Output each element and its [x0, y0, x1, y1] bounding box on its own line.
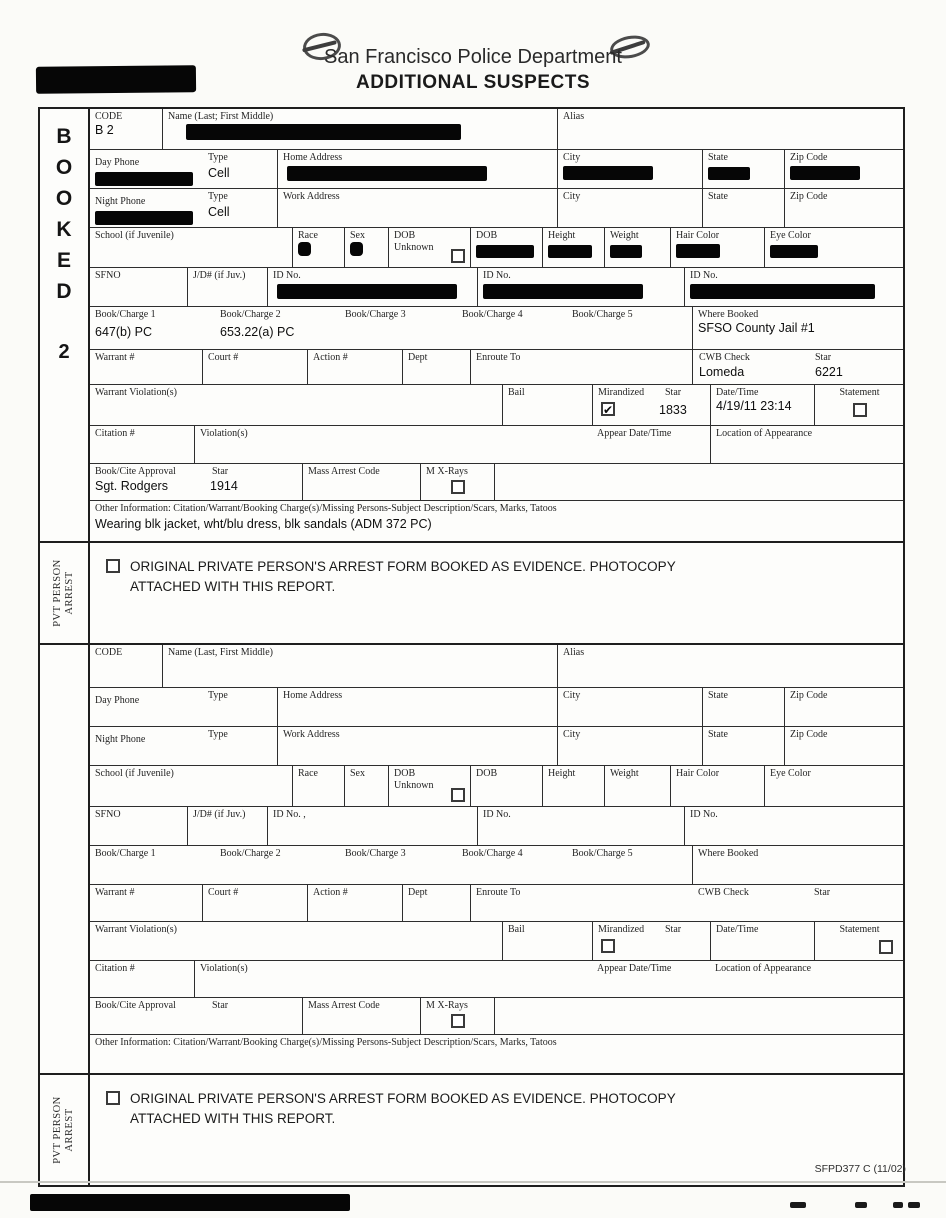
redaction-home-city: [563, 166, 653, 180]
field-book-charges-2: Book/Charge 1 Book/Charge 2 Book/Charge 3 Book/Charge 4 Book/Charge 5: [95, 848, 633, 859]
dob-unknown-checkbox: [451, 249, 465, 263]
field-statement-2: Statement: [814, 922, 903, 960]
redaction-name: [186, 124, 461, 140]
field-jd-juv: J/D# (if Juv.): [187, 268, 267, 306]
field-bail-2: Bail: [502, 922, 592, 960]
field-citation-no-2: Citation #: [95, 963, 135, 974]
field-enroute-to-2: Enroute To: [470, 885, 692, 921]
mirandized-checkbox: ✔: [603, 403, 614, 417]
booked-sidebar: [40, 109, 90, 541]
pvt-person-arrest-label: PVT PERSON ARREST: [52, 559, 75, 627]
day-phone-type-value: Cell: [208, 166, 230, 180]
field-violations-2: Violation(s): [194, 961, 592, 997]
pvt-person-arrest-body-2: [90, 1075, 903, 1185]
redaction-id-3: [690, 284, 875, 299]
dob-unknown-checkbox-2: [451, 788, 465, 802]
field-home-city: City: [557, 150, 702, 188]
pvt-person-arrest-body-1: [90, 543, 903, 643]
field-home-state-2: State: [702, 688, 784, 726]
field-appear-date-time: Appear Date/Time: [597, 428, 672, 439]
book-charge-2-value: 653.22(a) PC: [220, 325, 295, 339]
field-weight: Weight: [604, 228, 670, 267]
cwb-check-value: Lomeda: [699, 365, 745, 379]
field-dob: DOB: [470, 228, 542, 267]
field-home-state: State: [702, 150, 784, 188]
field-action-no-2: Action #: [307, 885, 402, 921]
field-work-state: State: [702, 189, 784, 227]
pvt-arrest-checkbox-2: [106, 1091, 120, 1105]
field-height-2: Height: [542, 766, 604, 806]
field-enroute-to: Enroute To: [470, 350, 692, 384]
field-id-no-1-2: ID No. ,: [267, 807, 477, 845]
field-code-2: CODE: [95, 647, 123, 658]
field-work-zip: Zip Code: [784, 189, 903, 227]
other-information-value: Wearing blk jacket, wht/blu dress, blk sandals (ADM 372 PC): [95, 517, 432, 531]
field-where-booked: Where Booked SFSO County Jail #1: [692, 307, 903, 349]
m-xrays-checkbox: [451, 480, 465, 494]
field-school-2: School (if Juvenile): [95, 768, 174, 779]
field-id-no-3: ID No.: [684, 268, 903, 306]
department-title: San Francisco Police Department: [324, 46, 622, 68]
field-warrant-no: Warrant #: [95, 352, 135, 363]
field-warrant-violations: Warrant Violation(s): [95, 387, 177, 398]
field-other-information-2: Other Information: Citation/Warrant/Booking Charge(s)/Missing Persons-Subject Description/Scars, Marks, Tatoos: [95, 1037, 557, 1048]
pvt-person-arrest-label-2: PVT PERSON ARREST: [52, 1096, 75, 1164]
field-home-zip: Zip Code: [784, 150, 903, 188]
field-alias: Alias: [557, 109, 903, 149]
field-court-no-2: Court #: [202, 885, 307, 921]
field-alias-2: Alias: [557, 645, 903, 687]
field-other-information: Other Information: Citation/Warrant/Booking Charge(s)/Missing Persons-Subject Description/Scars, Marks, Tatoos Wearing blk jacket, wht/blu dress, blk sandals (ADM 372 PC): [90, 501, 903, 541]
field-work-city: City: [557, 189, 702, 227]
form-number: SFPD377 C (11/02): [814, 1163, 906, 1175]
redaction-day-phone: [95, 172, 193, 186]
field-court-no: Court #: [202, 350, 307, 384]
field-sfno-2: SFNO: [95, 809, 121, 820]
cwb-star-value: 6221: [815, 365, 843, 379]
field-eye-color: Eye Color: [764, 228, 903, 267]
field-night-phone-2: Night Phone Type: [95, 729, 228, 745]
field-action-no: Action #: [307, 350, 402, 384]
cut-off-page-text-1: [790, 1202, 806, 1208]
booked-vertical-label: BOOKED: [55, 125, 73, 303]
code-value: B 2: [95, 123, 114, 137]
redaction-bar-footer: [30, 1194, 350, 1211]
field-height: Height: [542, 228, 604, 267]
field-location-of-appearance: Location of Appearance: [710, 426, 903, 463]
field-cwb-check: CWB Check Star Lomeda 6221: [692, 350, 903, 384]
field-warrant-violations-2: Warrant Violation(s): [95, 924, 177, 935]
redaction-hair-color: [676, 244, 720, 258]
field-home-address: Home Address: [277, 150, 557, 188]
field-sex-2: Sex: [344, 766, 388, 806]
field-mirandized-date-time-2: Date/Time: [710, 922, 814, 960]
blank-sidebar: [40, 645, 90, 1073]
field-id-no-2-2: ID No.: [477, 807, 684, 845]
booked-number: 2: [58, 341, 70, 363]
field-mass-arrest-code-2: Mass Arrest Code: [302, 998, 420, 1034]
suspect-block-2: [40, 643, 903, 1073]
statement-checkbox: [853, 403, 867, 417]
field-jd-juv-2: J/D# (if Juv.): [187, 807, 267, 845]
field-home-city-2: City: [557, 688, 702, 726]
field-hair-color-2: Hair Color: [670, 766, 764, 806]
mirandized-checkbox-2: [601, 939, 615, 953]
pvt-person-arrest-sidebar-1: [40, 543, 90, 643]
field-work-address-2: Work Address: [277, 727, 557, 765]
field-violations: Violation(s): [194, 426, 592, 463]
field-cwb-check-2: CWB Check Star: [698, 887, 831, 898]
redaction-home-state: [708, 167, 750, 180]
redaction-weight: [610, 245, 642, 258]
pvt-person-arrest-section-1: [40, 541, 903, 643]
field-where-booked-2: Where Booked: [692, 846, 903, 884]
redaction-dob: [476, 245, 534, 258]
suspect-block-1: [40, 109, 903, 541]
field-work-address: Work Address: [277, 189, 557, 227]
redaction-home-address: [287, 166, 487, 181]
cut-off-page-text-4: [908, 1202, 920, 1208]
pvt-arrest-statement-1: ORIGINAL PRIVATE PERSON'S ARREST FORM BOOKED AS EVIDENCE. PHOTOCOPY ATTACHED WITH THIS REPORT.: [130, 559, 676, 594]
field-home-address-2: Home Address: [277, 688, 557, 726]
field-sfno: SFNO: [95, 270, 121, 281]
field-bail: Bail: [502, 385, 592, 425]
field-id-no-1: ID No.: [267, 268, 477, 306]
field-day-phone: Day Phone Type Cell: [90, 150, 277, 188]
redaction-eye-color: [770, 245, 818, 258]
field-approval-blank: [494, 464, 903, 500]
field-name-2: Name (Last, First Middle): [162, 645, 557, 687]
field-work-state-2: State: [702, 727, 784, 765]
field-day-phone-2: Day Phone Type: [95, 690, 228, 706]
night-phone-type-value: Cell: [208, 205, 230, 219]
field-id-no-2: ID No.: [477, 268, 684, 306]
field-dept: Dept: [402, 350, 470, 384]
field-warrant-no-2: Warrant #: [95, 887, 135, 898]
redaction-height: [548, 245, 592, 258]
field-book-cite-approval: Book/Cite Approval Star Sgt. Rodgers 1914: [95, 466, 238, 493]
field-dob-unknown: DOB Unknown: [388, 228, 470, 267]
field-m-xrays: M X-Rays: [420, 464, 494, 500]
pvt-person-arrest-section-2: [40, 1073, 903, 1185]
pvt-arrest-statement-2: ORIGINAL PRIVATE PERSON'S ARREST FORM BOOKED AS EVIDENCE. PHOTOCOPY ATTACHED WITH THIS REPORT.: [130, 1091, 676, 1126]
form-title: ADDITIONAL SUSPECTS: [355, 72, 590, 93]
field-school: School (if Juvenile): [95, 230, 174, 241]
mirandized-star-value: 1833: [659, 403, 687, 417]
redaction-home-zip: [790, 166, 860, 180]
field-location-of-appearance-2: Location of Appearance: [715, 963, 812, 974]
field-name: Name (Last; First Middle): [162, 109, 557, 149]
field-mirandized: Mirandized Star ✔ 1833: [592, 385, 710, 425]
book-charge-1-value: 647(b) PC: [95, 325, 152, 339]
field-eye-color-2: Eye Color: [764, 766, 903, 806]
book-cite-approval-value: Sgt. Rodgers: [95, 479, 168, 493]
field-mirandized-date-time: Date/Time 4/19/11 23:14: [710, 385, 814, 425]
field-approval-blank-2: [494, 998, 903, 1034]
where-booked-value: SFSO County Jail #1: [698, 321, 815, 335]
field-id-no-3-2: ID No.: [684, 807, 903, 845]
redaction-sex: [350, 242, 363, 256]
field-home-zip-2: Zip Code: [784, 688, 903, 726]
field-code: CODE B 2: [90, 109, 162, 149]
redaction-race: [298, 242, 311, 256]
pvt-person-arrest-sidebar-2: [40, 1075, 90, 1185]
field-dob-unknown-2: DOB Unknown: [388, 766, 470, 806]
field-m-xrays-2: M X-Rays: [420, 998, 494, 1034]
field-work-city-2: City: [557, 727, 702, 765]
additional-suspects-form: [38, 107, 905, 1187]
field-dob-2: DOB: [470, 766, 542, 806]
redaction-bar-header: [36, 65, 196, 94]
field-mirandized-2: Mirandized Star: [592, 922, 710, 960]
field-race: Race: [292, 228, 344, 267]
field-citation-no: Citation #: [95, 428, 135, 439]
statement-checkbox-2: [879, 940, 893, 954]
redaction-night-phone: [95, 211, 193, 225]
redaction-id-2: [483, 284, 643, 299]
field-race-2: Race: [292, 766, 344, 806]
redaction-id-1: [277, 284, 457, 299]
pvt-arrest-checkbox-1: [106, 559, 120, 573]
mirandized-date-time-value: 4/19/11 23:14: [716, 399, 792, 413]
field-sex: Sex: [344, 228, 388, 267]
field-night-phone: Night Phone Type Cell: [90, 189, 277, 227]
field-work-zip-2: Zip Code: [784, 727, 903, 765]
m-xrays-checkbox-2: [451, 1014, 465, 1028]
footer-divider-line: [0, 1181, 946, 1183]
field-hair-color: Hair Color: [670, 228, 764, 267]
field-appear-date-time-2: Appear Date/Time: [597, 963, 672, 974]
cut-off-page-text-3: [893, 1202, 903, 1208]
approval-star-value: 1914: [210, 479, 238, 493]
field-book-charges: Book/Charge 1 Book/Charge 2 Book/Charge 3 Book/Charge 4 Book/Charge 5 647(b) PC 653.22(a) PC: [95, 309, 633, 339]
field-dept-2: Dept: [402, 885, 470, 921]
field-statement: Statement: [814, 385, 903, 425]
field-weight-2: Weight: [604, 766, 670, 806]
field-book-cite-approval-2: Book/Cite Approval Star: [95, 1000, 229, 1011]
field-mass-arrest-code: Mass Arrest Code: [302, 464, 420, 500]
cut-off-page-text-2: [855, 1202, 867, 1208]
